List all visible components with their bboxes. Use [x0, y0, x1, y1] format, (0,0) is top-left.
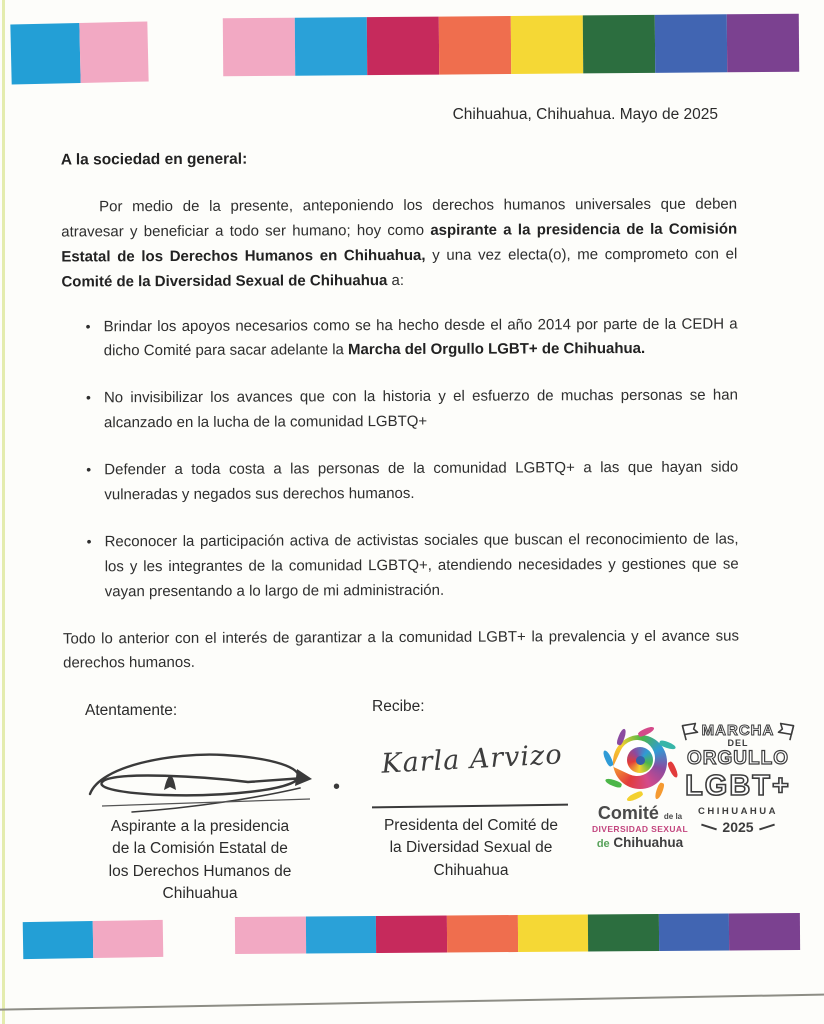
swirl-petal [626, 790, 644, 803]
caption-line: de la Comisión Estatal de [112, 840, 288, 858]
stripe-cell [439, 16, 511, 75]
stripe-cell [10, 23, 80, 85]
caption-line: los Derechos Humanos de [108, 862, 292, 880]
separator-dot: • [333, 776, 341, 798]
comite-de-la: de la [663, 812, 683, 821]
marcha-word: MARCHA [701, 722, 775, 739]
year-dash-icon [702, 824, 718, 831]
stripe-cell [729, 913, 800, 950]
signature-arrow-tip [295, 769, 312, 786]
stripe-cell [511, 15, 583, 74]
recipient-label: Recibe: [372, 698, 425, 715]
stripe-cell [447, 915, 518, 952]
marcha-del: DEL [727, 738, 749, 748]
stripe-cell [367, 17, 439, 76]
marcha-orgullo-logo [664, 722, 812, 835]
caption-line: Aspirante a la presidencia [110, 818, 290, 835]
salutation: A la sociedad en general: [60, 150, 248, 169]
marcha-orgullo: ORGULLO [687, 748, 789, 769]
date-line: Chihuahua, Chihuahua. Mayo de 2025 [452, 106, 718, 123]
stripe-cell [659, 914, 730, 951]
scan-edge-line [2, 0, 5, 1024]
list-item [87, 527, 739, 605]
comite-de: de [596, 838, 610, 850]
intro-bold-1: aspirante a la presidencia de la Comisión Estatal de los Derechos Humanos en Chihuahua, [61, 220, 738, 266]
caption-line: Chihuahua [433, 861, 509, 879]
stripe-cell [376, 915, 447, 952]
bullet-text: Defender a toda costa a las personas de la comunidad LGBTQ+ a las que hayan sido vulneradas y negados sus derechos humanos. [104, 458, 739, 504]
stripe-cell [235, 916, 306, 953]
closing-paragraph: Todo lo anterior con el interés de garantizar a la comunidad LGBT+ la prevalencia y el avance sus derechos humanos. [62, 627, 740, 672]
letter-body [61, 149, 739, 677]
caption-line: Chihuahua [162, 885, 238, 903]
closing-salutation-label: Atentamente: [85, 702, 178, 719]
list-item [86, 456, 738, 509]
stripe-cell [93, 920, 164, 958]
stripe-cell [655, 14, 727, 73]
intro-paragraph [61, 193, 737, 296]
bullet-text: Brindar los apoyos necesarios como se ha hecho desde el año 2014 por parte de la CEDH a dicho Comité para sacar adelante la [103, 315, 738, 360]
list-item [86, 312, 738, 365]
stripe-cell [295, 17, 367, 76]
stripe-cell [79, 21, 149, 83]
stripe-cell [727, 14, 799, 73]
swirl-center-dot [636, 756, 645, 765]
comite-logo-subtitle: DIVERSIDAD SEXUAL [591, 824, 689, 834]
recipient-signature: Karla Arvizo [380, 739, 564, 780]
intro-text-1: Por medio de la presente, anteponiendo los derechos humanos universales que deben atravesar y beneficiar a todo ser humano; hoy como [61, 195, 738, 241]
bullet-text: Reconocer la participación activa de activistas sociales que buscan el reconocimiento de las, los y les integrantes de la comunidad LGBTQ+, atendiendo necesidades y gestiones que se vayan presentando a lo largo de mi administración. [104, 530, 739, 600]
marcha-lgbt: LGBT+ [685, 770, 791, 802]
page-bottom-scan-line [0, 993, 824, 1011]
stripe-cell [588, 914, 659, 951]
marcha-year-row [664, 819, 812, 835]
list-item [86, 384, 738, 437]
president-title-caption [362, 815, 580, 882]
pride-stripe-top-banner [223, 14, 799, 77]
comite-word: Comité [597, 803, 659, 823]
intro-text-3: a: [387, 271, 405, 289]
caption-line: Presidenta del Comité de [383, 817, 559, 834]
pride-stripe-top-left-block [10, 21, 148, 84]
signature-line [372, 804, 568, 809]
caption-line: la Diversidad Sexual de [389, 839, 553, 857]
stripe-cell [23, 921, 94, 959]
intro-bold-2: Comité de la Diversidad Sexual de Chihuahua [61, 271, 388, 291]
bullet-bold-text: Marcha del Orgullo LGBT+ de Chihuahua. [348, 340, 646, 359]
pride-stripe-bottom-banner [235, 913, 800, 954]
comite-logo-city [584, 835, 696, 850]
intro-text-2: y una vez electa(o), me comprometo con el [425, 245, 738, 264]
pride-stripe-bottom-left-block [23, 920, 164, 959]
stripe-cell [306, 916, 377, 953]
marcha-city: CHIHUAHUA [697, 806, 779, 817]
bullet-text: No invisibilizar los avances que con la historia y el esfuerzo de muchas personas se han alcanzado en la lucha de la comunidad LGBTQ+ [103, 386, 738, 432]
year-dash-icon [759, 824, 775, 831]
comite-city: Chihuahua [613, 835, 684, 850]
stripe-cell [517, 915, 588, 952]
commitments-list [62, 312, 739, 605]
stripe-cell [223, 18, 295, 77]
aspirant-title-caption [88, 816, 312, 906]
marcha-year: 2025 [722, 819, 754, 835]
stripe-cell [583, 15, 655, 74]
